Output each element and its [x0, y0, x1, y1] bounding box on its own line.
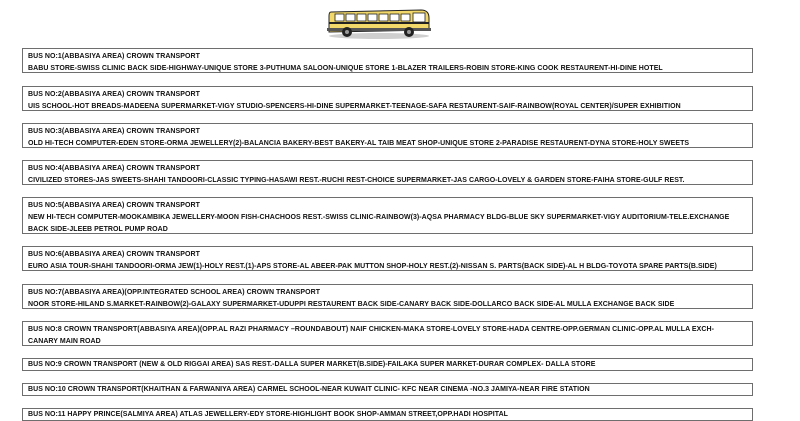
route-box: [22, 383, 753, 396]
route-header: BUS NO:4(ABBASIYA AREA) CROWN TRANSPORT: [28, 165, 200, 172]
route-box: [22, 197, 753, 234]
route-stops: EURO ASIA TOUR-SHAHI TANDOORI-ORMA JEW(1)-HOLY REST.(1)-APS STORE-AL ABEER-PAK MUTTON SHOP-HOLY REST.(2)-NISSAN S. PARTS(BACK SIDE)-AL H BLDG-TOYOTA SPARE PARTS(B.SIDE): [28, 263, 717, 270]
route-stops: NOOR STORE-HILAND S.MARKET-RAINBOW(2)-GALAXY SUPERMARKET-UDUPPI RESTAURENT BACK SIDE-CANARY BACK SIDE-DOLLARCO BACK SIDE-AL MULLA EXCHANGE BACK SIDE: [28, 301, 675, 308]
school-bus-icon: [325, 2, 433, 40]
route-box: [22, 123, 753, 148]
route-stops: BABU STORE-SWISS CLINIC BACK SIDE-HIGHWAY-UNIQUE STORE 3-PUTHUMA SALOON-UNIQUE STORE 1-BLAZER TRAILERS-ROBIN STORE-KING COOK RESTAURENT-HI-DINE HOTEL: [28, 65, 663, 72]
route-header: BUS NO:10 CROWN TRANSPORT(KHAITHAN & FARWANIYA AREA) CARMEL SCHOOL-NEAR KUWAIT CLINIC- KFC NEAR CINEMA -NO.3 JAMIYA-NEAR FIRE STATION: [28, 386, 590, 393]
route-header: BUS NO:6(ABBASIYA AREA) CROWN TRANSPORT: [28, 251, 200, 258]
route-box: [22, 358, 753, 371]
route-box: [22, 284, 753, 309]
route-header: BUS NO:5(ABBASIYA AREA) CROWN TRANSPORT: [28, 202, 200, 209]
route-header: BUS NO:2(ABBASIYA AREA) CROWN TRANSPORT: [28, 91, 200, 98]
route-stops: CANARY MAIN ROAD: [28, 338, 101, 345]
route-header: BUS NO:9 CROWN TRANSPORT (NEW & OLD RIGGAI AREA) SAS REST.-DALLA SUPER MARKET(B.SIDE)-FAILAKA SUPER MARKET-DURAR COMPLEX- DALLA STORE: [28, 361, 596, 368]
route-stops: CIVILIZED STORES-JAS SWEETS-SHAHI TANDOORI-CLASSIC TYPING-HASAWI REST.-RUCHI REST-CHOICE SUPERMARKET-JAS CARGO-LOVELY & GARDEN STORE-FAIHA STORE-GULF REST.: [28, 177, 685, 184]
route-header: BUS NO:7(ABBASIYA AREA)(OPP.INTEGRATED SCHOOL AREA) CROWN TRANSPORT: [28, 289, 321, 296]
route-box: [22, 86, 753, 111]
route-stops: NEW HI-TECH COMPUTER-MOOKAMBIKA JEWELLERY-MOON FISH-CHACHOOS REST.-SWISS CLINIC-RAINBOW(3)-AQSA PHARMACY BLDG-BLUE SKY SUPERMARKET-VIGY AUDITORIUM-TELE.EXCHANGE BACK SIDE-JLEEB PETROL PUMP ROAD: [28, 214, 730, 233]
route-box: [22, 160, 753, 185]
route-header: BUS NO:3(ABBASIYA AREA) CROWN TRANSPORT: [28, 128, 200, 135]
route-header: BUS NO:11 HAPPY PRINCE(SALMIYA AREA) ATLAS JEWELLERY-EDY STORE-HIGHLIGHT BOOK SHOP-AMMAN STREET,OPP.HADI HOSPITAL: [28, 411, 509, 418]
route-header: BUS NO:1(ABBASIYA AREA) CROWN TRANSPORT: [28, 53, 200, 60]
route-box: [22, 321, 753, 346]
route-box: [22, 48, 753, 73]
route-box: [22, 246, 753, 271]
route-box: [22, 408, 753, 421]
route-stops: UIS SCHOOL-HOT BREADS-MADEENA SUPERMARKET-VIGY STUDIO-SPENCERS-HI-DINE SUPERMARKET-TEENAGE-SAFA RESTAURENT-SAIF-RAINBOW(ROYAL CENTER)/SUPER EXHIBITION: [28, 103, 681, 110]
route-stops: OLD HI-TECH COMPUTER-EDEN STORE-ORMA JEWELLERY(2)-BALANCIA BAKERY-BEST BAKERY-AL TAIB MEAT SHOP-UNIQUE STORE 2-PARADISE RESTAURENT-DYNA STORE-HOLY SWEETS: [28, 140, 690, 147]
route-header: BUS NO:8 CROWN TRANSPORT(ABBASIYA AREA)(OPP.AL RAZI PHARMACY –ROUNDABOUT) NAIF CHICKEN-MAKA STORE-LOVELY STORE-HADA CENTRE-OPP.GERMAN CLINIC-OPP.AL MULLA EXCH-: [28, 326, 714, 333]
